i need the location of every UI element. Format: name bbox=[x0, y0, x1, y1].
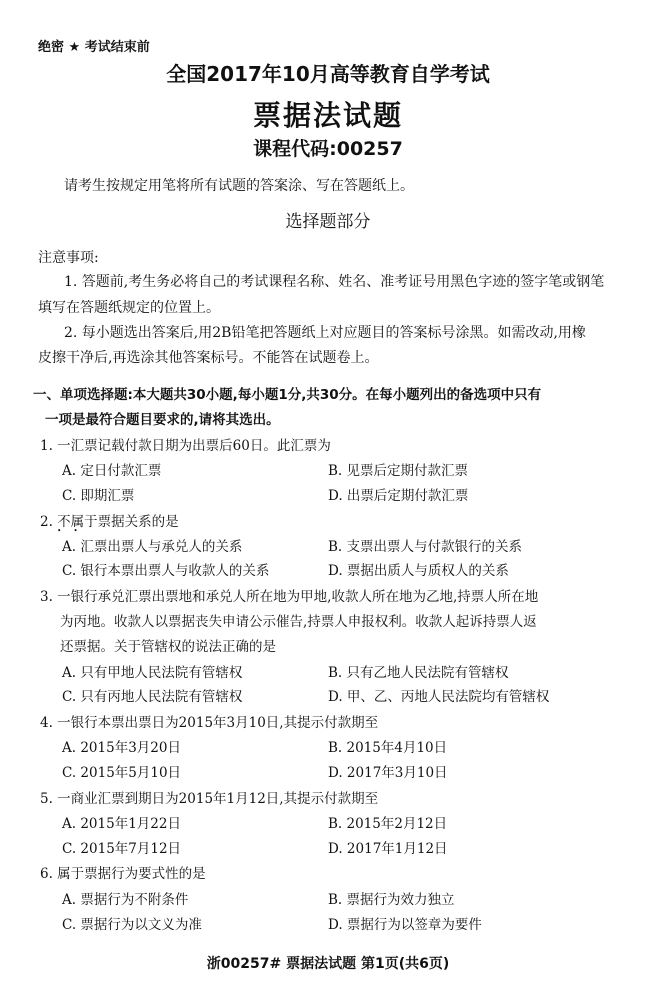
emphasis-text: 不属于 • • bbox=[57, 514, 98, 530]
option-d: D. 票据出质人与质权人的关系 bbox=[328, 563, 509, 579]
option-b: B. 见票后定期付款汇票 bbox=[328, 463, 469, 479]
option-a: A. 2015年1月22日 bbox=[62, 816, 181, 832]
answer-instruction: 请考生按规定用笔将所有试题的答案涂、写在答题纸上。 bbox=[64, 178, 414, 194]
option-c: C. 只有丙地人民法院有管辖权 bbox=[62, 689, 243, 705]
option-b: B. 只有乙地人民法院有管辖权 bbox=[328, 665, 509, 681]
question-stem: 3. 一银行承兑汇票出票地和承兑人所在地为甲地,收款人所在地为乙地,持票人所在地 bbox=[40, 589, 539, 605]
option-d: D. 出票后定期付款汇票 bbox=[328, 488, 469, 504]
subject-title: 票据法试题 bbox=[252, 99, 403, 132]
question-stem: 5. 一商业汇票到期日为2015年1月12日,其提示付款期至 bbox=[40, 791, 379, 807]
option-a: A. 汇票出票人与承兑人的关系 bbox=[62, 539, 243, 555]
note-line: 皮擦干净后,再选涂其他答案标号。不能答在试题卷上。 bbox=[38, 350, 379, 366]
section-heading: 选择题部分 bbox=[285, 212, 371, 232]
question-stem-cont: 为丙地。收款人以票据丧失申请公示催告,持票人申报权利。收款人起诉持票人返 bbox=[60, 614, 537, 630]
option-d: D. 票据行为以签章为要件 bbox=[328, 917, 482, 933]
option-a: A. 票据行为不附条件 bbox=[62, 892, 189, 908]
note-line: 1. 答题前,考生务必将自己的考试课程名称、姓名、准考证号用黑色字迹的签字笔或钢笔 bbox=[64, 274, 605, 290]
question-text: 票据关系的是 bbox=[97, 514, 179, 530]
part-heading-cont: 一项是最符合题目要求的,请将其选出。 bbox=[45, 412, 280, 428]
question-stem: 4. 一银行本票出票日为2015年3月10日,其提示付款期至 bbox=[40, 715, 379, 731]
question-stem bbox=[40, 510, 179, 530]
question-stem-cont: 还票据。关于管辖权的说法正确的是 bbox=[60, 639, 276, 655]
option-b: B. 2015年2月12日 bbox=[328, 816, 448, 832]
option-a: A. 定日付款汇票 bbox=[62, 463, 162, 479]
option-d: D. 2017年3月10日 bbox=[328, 765, 448, 781]
secret-mark: 绝密 ★ 考试结束前 bbox=[38, 40, 150, 55]
question-number: 2. bbox=[40, 514, 58, 530]
note-line: 2. 每小题选出答案后,用2B铅笔把答题纸上对应题目的答案标号涂黑。如需改动,用橡 bbox=[64, 325, 586, 341]
question-stem: 6. 属于票据行为要式性的是 bbox=[40, 866, 206, 882]
question-stem: 1. 一汇票记载付款日期为出票后60日。此汇票为 bbox=[40, 438, 331, 454]
option-b: B. 票据行为效力独立 bbox=[328, 892, 455, 908]
option-c: C. 2015年7月12日 bbox=[62, 841, 182, 857]
option-c: C. 银行本票出票人与收款人的关系 bbox=[62, 563, 270, 579]
exam-title: 全国2017年10月高等教育自学考试 bbox=[166, 62, 490, 86]
option-c: C. 即期汇票 bbox=[62, 488, 135, 504]
option-a: A. 只有甲地人民法院有管辖权 bbox=[62, 665, 243, 681]
page-footer: 浙00257# 票据法试题 第1页(共6页) bbox=[206, 956, 450, 972]
option-b: B. 2015年4月10日 bbox=[328, 740, 448, 756]
notes-title: 注意事项: bbox=[38, 250, 99, 266]
option-d: D. 2017年1月12日 bbox=[328, 841, 448, 857]
option-b: B. 支票出票人与付款银行的关系 bbox=[328, 539, 523, 555]
option-d: D. 甲、乙、丙地人民法院均有管辖权 bbox=[328, 689, 550, 705]
part-heading: 一、单项选择题:本大题共30小题,每小题1分,共30分。在每小题列出的备选项中只有 bbox=[33, 387, 542, 403]
note-line: 填写在答题纸规定的位置上。 bbox=[38, 300, 220, 316]
option-c: C. 票据行为以文义为准 bbox=[62, 917, 202, 933]
option-a: A. 2015年3月20日 bbox=[62, 740, 181, 756]
course-code: 课程代码:00257 bbox=[253, 138, 403, 160]
option-c: C. 2015年5月10日 bbox=[62, 765, 182, 781]
